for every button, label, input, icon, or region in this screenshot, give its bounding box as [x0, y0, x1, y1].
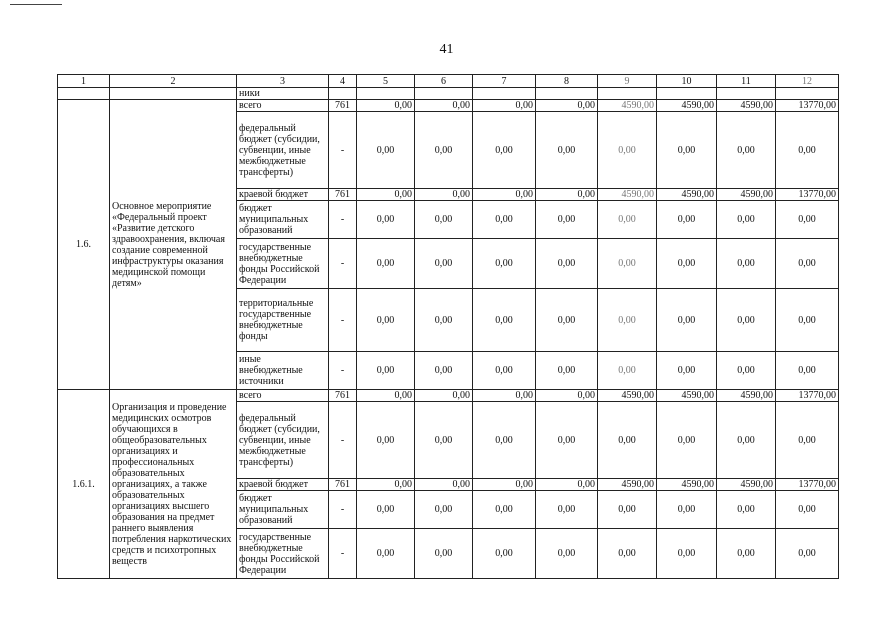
amount-cell: 0,00	[357, 479, 415, 491]
amount-cell: 0,00	[415, 352, 473, 390]
amount-cell: 0,00	[473, 239, 536, 289]
amount-cell: 0,00	[717, 289, 776, 352]
amount-cell: 0,00	[357, 239, 415, 289]
amount-cell: 0,00	[598, 289, 657, 352]
code-cell: 761	[329, 479, 357, 491]
amount-cell: 0,00	[717, 112, 776, 189]
code-cell: 761	[329, 390, 357, 402]
amount-cell: 0,00	[536, 491, 598, 529]
code-cell: -	[329, 239, 357, 289]
amount-cell: 0,00	[536, 239, 598, 289]
budget-table	[57, 74, 839, 579]
amount-cell: 0,00	[357, 529, 415, 579]
amount-cell: 0,00	[536, 201, 598, 239]
column-number: 4	[329, 75, 357, 88]
funding-source-cell: всего	[237, 390, 329, 402]
funding-source-cell: государственные внебюджетные фонды Российской Федерации	[237, 239, 329, 289]
amount-cell: 4590,00	[717, 390, 776, 402]
table-row	[58, 100, 839, 112]
code-cell: 761	[329, 189, 357, 201]
amount-cell: 0,00	[717, 529, 776, 579]
amount-cell: 0,00	[598, 402, 657, 479]
amount-cell: 4590,00	[598, 479, 657, 491]
code-cell: -	[329, 491, 357, 529]
column-number-row	[58, 75, 839, 88]
amount-cell: 0,00	[717, 491, 776, 529]
amount-cell: 0,00	[776, 112, 839, 189]
activity-description-cell: Организация и проведение медицинских осмотров обучающихся в общеобразовательных организациях и профессиональных образовательных организациях, а также образовательных организациях высшего образования на предмет раннего выявления потребления наркотических средств и психотропных веществ	[110, 390, 237, 579]
amount-cell: 0,00	[536, 112, 598, 189]
column-number: 10	[657, 75, 717, 88]
funding-source-cell: бюджет муниципальных образований	[237, 201, 329, 239]
column-number: 7	[473, 75, 536, 88]
amount-cell: 0,00	[536, 289, 598, 352]
funding-source-cell: территориальные государственные внебюджетные фонды	[237, 289, 329, 352]
amount-cell: 0,00	[776, 239, 839, 289]
amount-cell: 0,00	[473, 390, 536, 402]
column-number: 5	[357, 75, 415, 88]
amount-cell: 0,00	[415, 189, 473, 201]
amount-cell: 0,00	[598, 352, 657, 390]
funding-source-cell: федеральный бюджет (субсидии, субвенции, иные межбюджетные трансферты)	[237, 112, 329, 189]
funding-source-cell: иные внебюджетные источники	[237, 352, 329, 390]
amount-cell: 0,00	[357, 402, 415, 479]
column-number: 1	[58, 75, 110, 88]
amount-cell: 0,00	[415, 112, 473, 189]
amount-cell: 0,00	[598, 491, 657, 529]
amount-cell: 0,00	[598, 239, 657, 289]
amount-cell: 4590,00	[657, 390, 717, 402]
amount-cell: 0,00	[717, 352, 776, 390]
amount-cell: 13770,00	[776, 189, 839, 201]
amount-cell: 0,00	[536, 100, 598, 112]
amount-cell: 0,00	[415, 529, 473, 579]
amount-cell: 0,00	[776, 352, 839, 390]
amount-cell: 0,00	[657, 529, 717, 579]
amount-cell: 0,00	[473, 112, 536, 189]
amount-cell: 0,00	[415, 390, 473, 402]
source-cell: ники	[237, 88, 329, 100]
funding-source-cell: всего	[237, 100, 329, 112]
amount-cell: 0,00	[776, 201, 839, 239]
amount-cell: 0,00	[536, 390, 598, 402]
amount-cell: 4590,00	[657, 189, 717, 201]
amount-cell: 0,00	[473, 352, 536, 390]
amount-cell: 0,00	[717, 239, 776, 289]
amount-cell: 0,00	[776, 402, 839, 479]
amount-cell: 4590,00	[717, 100, 776, 112]
amount-cell: 0,00	[536, 529, 598, 579]
amount-cell: 0,00	[717, 402, 776, 479]
amount-cell: 0,00	[473, 479, 536, 491]
amount-cell: 0,00	[415, 201, 473, 239]
amount-cell: 0,00	[776, 529, 839, 579]
code-cell: -	[329, 289, 357, 352]
amount-cell: 0,00	[776, 289, 839, 352]
amount-cell: 0,00	[473, 189, 536, 201]
item-number-cell: 1.6.	[58, 100, 110, 390]
amount-cell: 4590,00	[657, 479, 717, 491]
activity-description-cell: Основное мероприятие «Федеральный проект «Развитие детского здравоохранения, включая создание современной инфраструктуры оказания медицинской помощи детям»	[110, 100, 237, 390]
amount-cell: 0,00	[357, 352, 415, 390]
code-cell: -	[329, 352, 357, 390]
code-cell: -	[329, 402, 357, 479]
amount-cell: 4590,00	[598, 189, 657, 201]
table-row	[58, 390, 839, 402]
amount-cell: 0,00	[415, 402, 473, 479]
amount-cell: 0,00	[776, 491, 839, 529]
amount-cell: 0,00	[357, 491, 415, 529]
item-number-cell: 1.6.1.	[58, 390, 110, 579]
amount-cell: 0,00	[415, 479, 473, 491]
amount-cell: 0,00	[473, 402, 536, 479]
amount-cell: 0,00	[536, 479, 598, 491]
amount-cell: 0,00	[415, 100, 473, 112]
amount-cell: 4590,00	[717, 189, 776, 201]
funding-source-cell: государственные внебюджетные фонды Российской Федерации	[237, 529, 329, 579]
header-rule	[10, 4, 62, 5]
amount-cell: 0,00	[473, 491, 536, 529]
amount-cell: 0,00	[657, 112, 717, 189]
amount-cell: 13770,00	[776, 390, 839, 402]
amount-cell: 0,00	[598, 201, 657, 239]
continuation-row	[58, 88, 839, 100]
amount-cell: 13770,00	[776, 479, 839, 491]
amount-cell: 0,00	[473, 201, 536, 239]
column-number: 12	[776, 75, 839, 88]
amount-cell: 0,00	[536, 352, 598, 390]
amount-cell: 0,00	[357, 189, 415, 201]
amount-cell: 0,00	[357, 289, 415, 352]
amount-cell: 0,00	[598, 112, 657, 189]
funding-source-cell: краевой бюджет	[237, 479, 329, 491]
amount-cell: 0,00	[657, 289, 717, 352]
amount-cell: 0,00	[415, 289, 473, 352]
amount-cell: 0,00	[415, 239, 473, 289]
amount-cell: 0,00	[657, 402, 717, 479]
amount-cell: 0,00	[473, 529, 536, 579]
amount-cell: 0,00	[357, 201, 415, 239]
amount-cell: 4590,00	[598, 100, 657, 112]
amount-cell: 0,00	[357, 390, 415, 402]
code-cell: 761	[329, 100, 357, 112]
amount-cell: 0,00	[415, 491, 473, 529]
amount-cell: 4590,00	[657, 100, 717, 112]
amount-cell: 0,00	[536, 402, 598, 479]
page-number: 41	[439, 42, 454, 57]
amount-cell: 0,00	[473, 289, 536, 352]
funding-source-cell: бюджет муниципальных образований	[237, 491, 329, 529]
amount-cell: 0,00	[717, 201, 776, 239]
column-number: 3	[237, 75, 329, 88]
amount-cell: 13770,00	[776, 100, 839, 112]
code-cell: -	[329, 529, 357, 579]
amount-cell: 0,00	[473, 100, 536, 112]
amount-cell: 0,00	[657, 352, 717, 390]
funding-source-cell: краевой бюджет	[237, 189, 329, 201]
code-cell: -	[329, 112, 357, 189]
amount-cell: 4590,00	[717, 479, 776, 491]
amount-cell: 0,00	[657, 491, 717, 529]
column-number: 6	[415, 75, 473, 88]
amount-cell: 0,00	[357, 112, 415, 189]
code-cell: -	[329, 201, 357, 239]
amount-cell: 0,00	[598, 529, 657, 579]
amount-cell: 4590,00	[598, 390, 657, 402]
column-number: 11	[717, 75, 776, 88]
column-number: 2	[110, 75, 237, 88]
column-number: 8	[536, 75, 598, 88]
amount-cell: 0,00	[357, 100, 415, 112]
funding-source-cell: федеральный бюджет (субсидии, субвенции, иные межбюджетные трансферты)	[237, 402, 329, 479]
amount-cell: 0,00	[657, 201, 717, 239]
amount-cell: 0,00	[657, 239, 717, 289]
amount-cell: 0,00	[536, 189, 598, 201]
column-number: 9	[598, 75, 657, 88]
